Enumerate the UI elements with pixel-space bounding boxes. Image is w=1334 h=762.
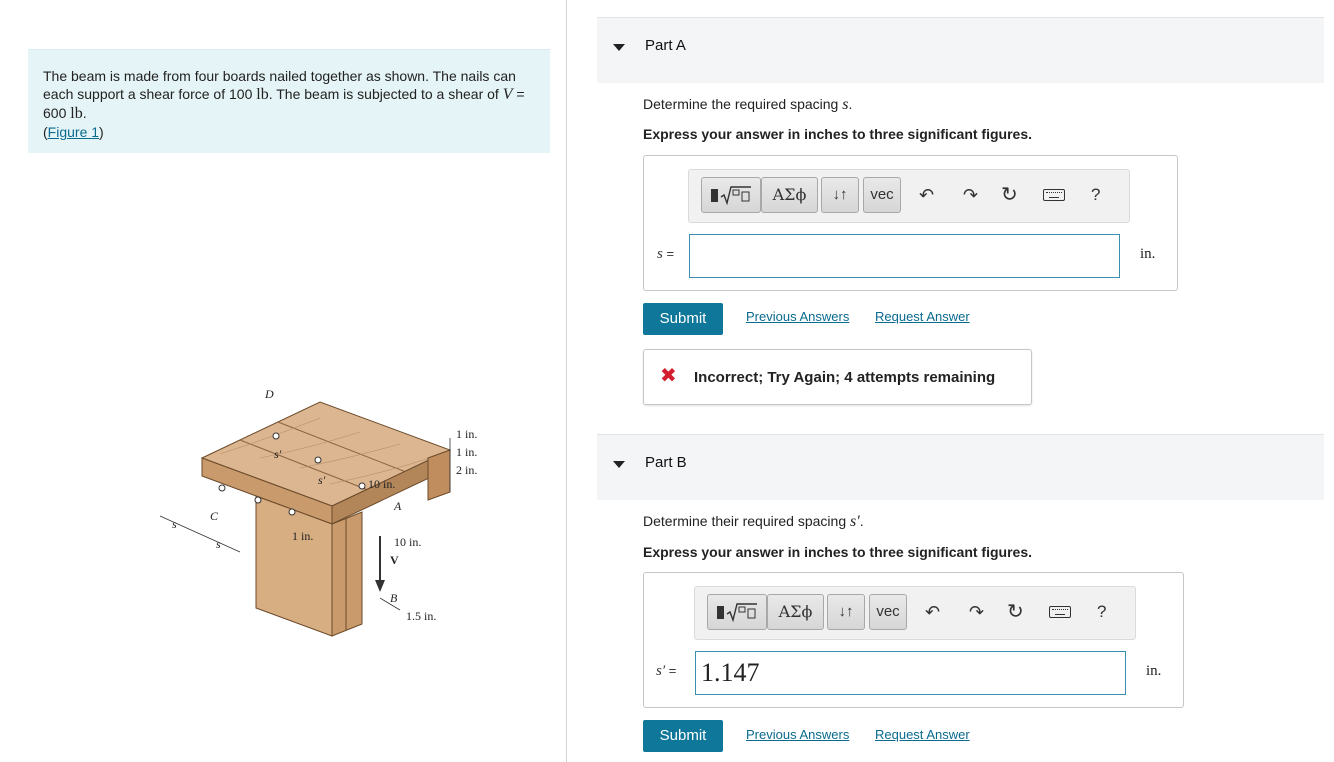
part-a-equals: = xyxy=(666,246,675,261)
incorrect-x-icon: ✖ xyxy=(660,365,677,387)
part-a-submit-button[interactable]: Submit xyxy=(643,303,723,335)
part-a-prompt-text: Determine the required spacing xyxy=(643,96,843,112)
part-a-prompt xyxy=(643,96,852,114)
part-a-request-answer-link[interactable]: Request Answer xyxy=(875,309,970,324)
part-b-var: s′ xyxy=(656,663,666,679)
label-s1: s xyxy=(172,517,177,531)
flange-top xyxy=(202,402,450,506)
arrows-button[interactable]: ↓↑ xyxy=(821,177,859,213)
redo-icon[interactable]: ↷ xyxy=(963,185,979,205)
problem-text-end: . xyxy=(82,105,87,121)
part-a-answer-input[interactable] xyxy=(689,234,1120,278)
part-a-var: s xyxy=(657,246,663,262)
arrows-button[interactable]: ↓↑ xyxy=(827,594,865,630)
sqrt-template-icon xyxy=(715,600,759,624)
part-b-request-answer-link[interactable]: Request Answer xyxy=(875,727,970,742)
part-b-prompt-end: . xyxy=(859,513,864,529)
label-V: V xyxy=(390,553,399,567)
shear-equals: = 600 xyxy=(43,86,525,121)
sqrt-template-icon xyxy=(709,183,753,207)
reset-icon[interactable]: ↻ xyxy=(1001,184,1018,206)
shear-variable: V xyxy=(502,86,513,103)
feedback-message: Incorrect; Try Again; 4 attempts remaining xyxy=(694,369,996,386)
label-C: C xyxy=(210,509,219,523)
label-B: B xyxy=(390,591,398,605)
problem-text: The beam is made from four boards nailed together as shown. The nails can each support a shear force of 100 xyxy=(43,68,516,102)
shear-arrow-head xyxy=(375,580,385,592)
part-a-answer-box xyxy=(643,155,1178,291)
part-a-var-label xyxy=(657,246,674,263)
part-b-prompt-text: Determine their required spacing xyxy=(643,513,850,529)
force-unit: lb xyxy=(256,86,269,103)
label-sp1: s′ xyxy=(274,447,282,461)
dim-10in-top: 10 in. xyxy=(368,477,396,491)
greek-button[interactable]: ΑΣϕ xyxy=(767,594,824,630)
vec-button[interactable]: vec xyxy=(869,594,907,630)
part-b-answer-input[interactable]: 1.147 xyxy=(695,651,1126,695)
dim-10in-web: 10 in. xyxy=(394,535,422,549)
part-b-header[interactable] xyxy=(597,434,1324,500)
dim-1in-side: 1 in. xyxy=(292,529,314,543)
part-a-prompt-end: . xyxy=(848,96,853,112)
keyboard-icon[interactable] xyxy=(1049,601,1071,623)
problem-text-mid: . The beam is subjected to a shear of xyxy=(268,86,503,102)
part-a-previous-answers-link[interactable]: Previous Answers xyxy=(746,309,850,324)
help-button[interactable]: ? xyxy=(1091,185,1101,204)
part-a-title: Part A xyxy=(645,37,686,54)
part-b-prompt xyxy=(643,513,864,531)
part-a-header[interactable] xyxy=(597,17,1324,83)
dim-2in: 2 in. xyxy=(456,463,478,477)
beam-figure xyxy=(150,388,500,648)
part-b-instruction: Express your answer in inches to three significant figures. xyxy=(643,544,1032,560)
figure-link-close: ) xyxy=(99,124,104,140)
templates-button[interactable] xyxy=(707,594,767,630)
web-front xyxy=(332,512,362,636)
part-b-prompt-var: s′ xyxy=(850,513,860,530)
column-divider xyxy=(566,0,567,762)
undo-icon[interactable]: ↶ xyxy=(925,602,941,622)
figure-link-open: ( xyxy=(43,124,48,140)
end-board xyxy=(428,450,450,500)
redo-icon[interactable]: ↷ xyxy=(969,602,985,622)
undo-icon[interactable]: ↶ xyxy=(919,185,935,205)
part-a-math-toolbar xyxy=(688,169,1130,223)
vec-button[interactable]: vec xyxy=(863,177,901,213)
help-button[interactable]: ? xyxy=(1097,602,1107,621)
dim-1in-a: 1 in. xyxy=(456,427,478,441)
collapse-triangle-icon[interactable] xyxy=(613,461,625,468)
figure-link[interactable]: Figure 1 xyxy=(47,124,100,140)
part-a-feedback xyxy=(643,349,1032,405)
dim-1in-b: 1 in. xyxy=(456,445,478,459)
part-b-math-toolbar xyxy=(694,586,1136,640)
part-b-answer-box xyxy=(643,572,1184,708)
part-a-prompt-var: s xyxy=(842,96,849,113)
shear-unit: lb xyxy=(70,105,83,122)
label-sp2: s′ xyxy=(318,473,326,487)
part-b-unit: in. xyxy=(1146,663,1162,679)
collapse-triangle-icon[interactable] xyxy=(613,44,625,51)
label-s2: s xyxy=(216,537,221,551)
reset-icon[interactable]: ↻ xyxy=(1007,601,1024,623)
problem-statement xyxy=(28,49,550,153)
part-a-instruction: Express your answer in inches to three significant figures. xyxy=(643,126,1032,142)
label-A: A xyxy=(394,499,402,513)
part-b-var-label xyxy=(656,663,676,680)
part-b-submit-button[interactable]: Submit xyxy=(643,720,723,752)
part-a-unit: in. xyxy=(1140,246,1156,262)
greek-button[interactable]: ΑΣϕ xyxy=(761,177,818,213)
dim-1-5in: 1.5 in. xyxy=(406,609,437,623)
keyboard-icon[interactable] xyxy=(1043,184,1065,206)
label-D: D xyxy=(265,388,274,401)
part-b-previous-answers-link[interactable]: Previous Answers xyxy=(746,727,850,742)
templates-button[interactable] xyxy=(701,177,761,213)
part-b-equals: = xyxy=(668,663,677,678)
part-b-title: Part B xyxy=(645,454,687,471)
